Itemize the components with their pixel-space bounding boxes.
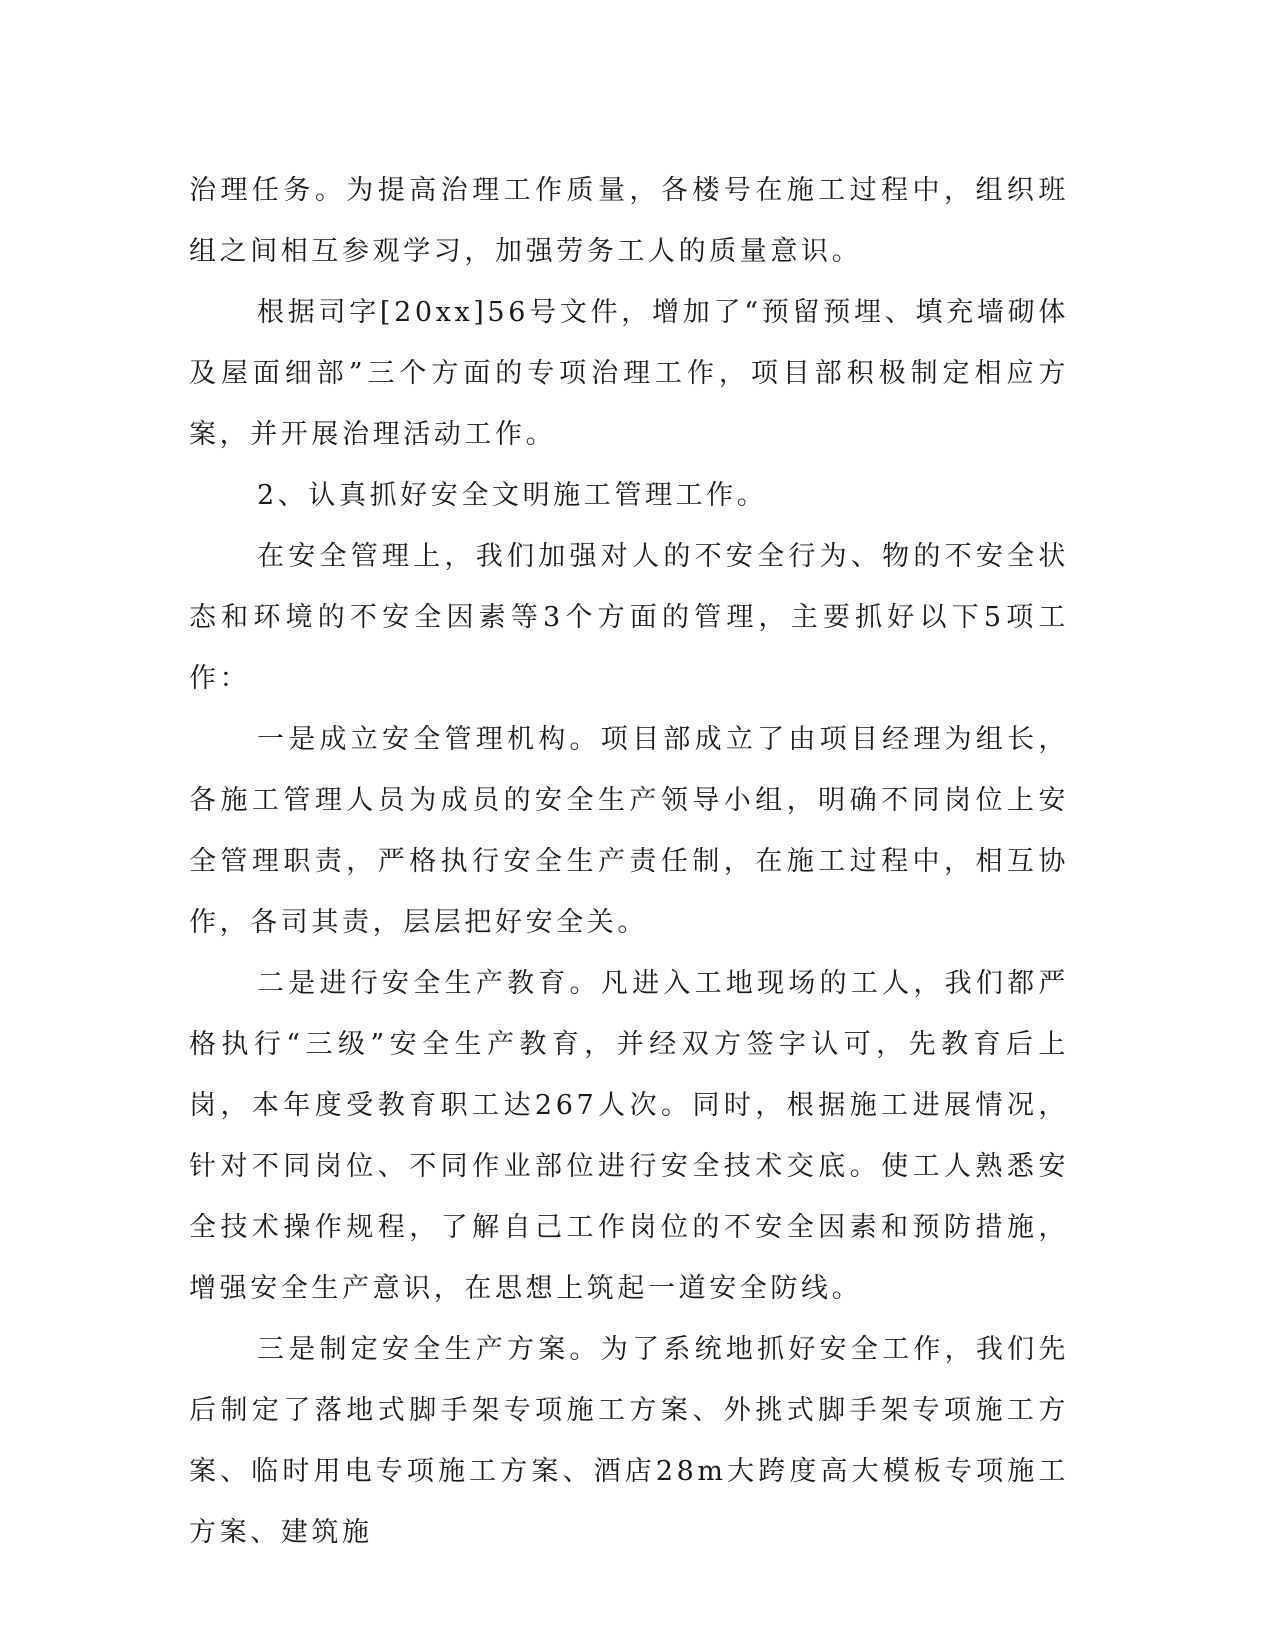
- paragraph-continuation: 治理任务。为提高治理工作质量，各楼号在施工过程中，组织班组之间相互参观学习，加强劳务工人的质量意识。: [189, 175, 1069, 267]
- paragraph-item-one: 一是成立安全管理机构。项目部成立了由项目经理为组长，各施工管理人员为成员的安全生产领导小组，明确不同岗位上安全管理职责，严格执行安全生产责任制，在施工过程中，相互协作，各司其责，层层把好安全关。: [189, 724, 1069, 938]
- paragraph-item-three: 三是制定安全生产方案。为了系统地抓好安全工作，我们先后制定了落地式脚手架专项施工方案、外挑式脚手架专项施工方案、临时用电专项施工方案、酒店28m大跨度高大模板专项施工方案、建筑施: [189, 1334, 1069, 1548]
- paragraph-safety-management: 在安全管理上，我们加强对人的不安全行为、物的不安全状态和环境的不安全因素等3个方面的管理，主要抓好以下5项工作：: [189, 541, 1069, 694]
- paragraph-special-governance: 根据司字[20xx]56号文件，增加了“预留预埋、填充墙砌体及屋面细部”三个方面的专项治理工作，项目部积极制定相应方案，并开展治理活动工作。: [189, 297, 1069, 450]
- body-text: [189, 160, 1069, 1563]
- paragraph-item-two: 二是进行安全生产教育。凡进入工地现场的工人，我们都严格执行“三级”安全生产教育，并经双方签字认可，先教育后上岗，本年度受教育职工达267人次。同时，根据施工进展情况，针对不同岗位、不同作业部位进行安全技术交底。使工人熟悉安全技术操作规程，了解自己工作岗位的不安全因素和预防措施，增强安全生产意识，在思想上筑起一道安全防线。: [189, 968, 1069, 1304]
- section-heading-safety: 2、认真抓好安全文明施工管理工作。: [257, 480, 768, 511]
